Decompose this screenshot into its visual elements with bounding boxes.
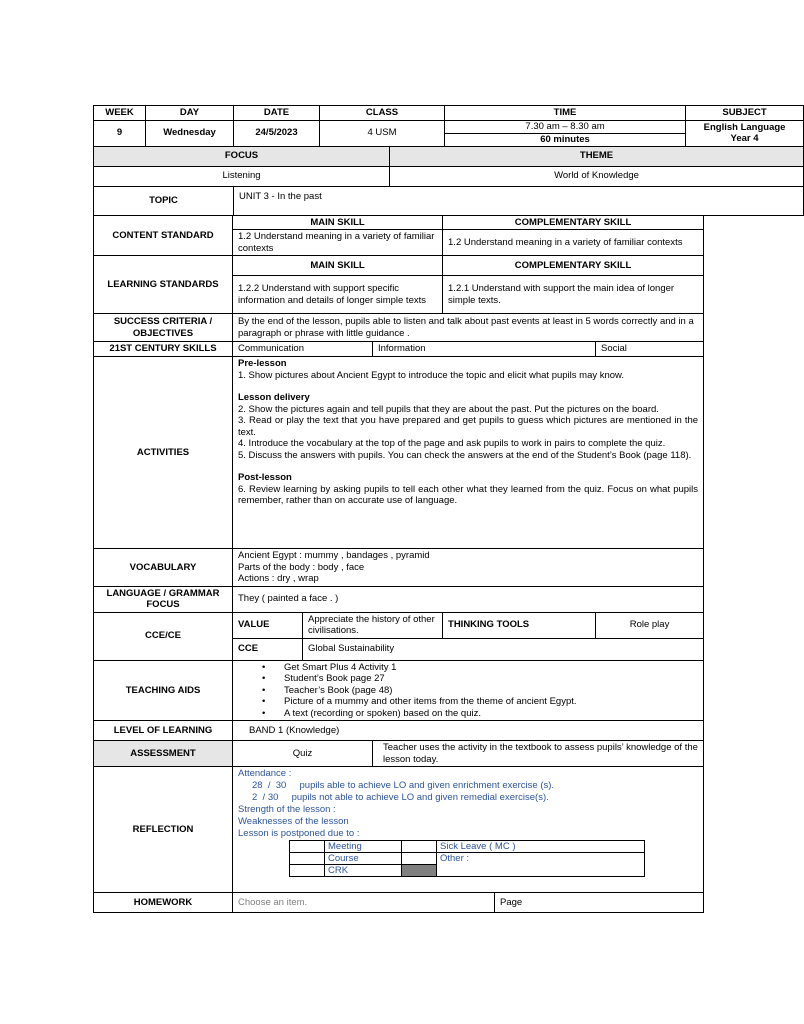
course-label: Course — [325, 853, 402, 865]
success-label-2: OBJECTIVES — [132, 327, 194, 339]
cs-comp-header: COMPLEMENTARY SKILL — [443, 215, 704, 230]
strength-label: Strength of the lesson : — [238, 804, 336, 815]
aid-item: • A text (recording or spoken) based on the quiz. — [262, 708, 698, 720]
activity-1: 1. Show pictures about Ancient Egypt to introduce the topic and elicit what pupils may know. — [238, 369, 625, 381]
grammar-label-1: LANGUAGE / GRAMMAR — [106, 587, 220, 599]
teaching-aids-list — [238, 662, 698, 720]
time-value — [445, 120, 686, 146]
ls-main-value: 1.2.2 Understand with support specific information and details of longer simple texts — [233, 276, 443, 314]
skills-label: 21ST CENTURY SKILLS — [94, 342, 233, 357]
pre-lesson-heading: Pre-lesson — [238, 358, 287, 369]
activities-content — [233, 357, 704, 549]
activity-6: 6. Review learning by asking pupils to tell each other what they learned from the quiz. Focus on what pupils remember, rather than on accurate use of language. — [238, 483, 699, 506]
success-value: By the end of the lesson, pupils able to listen and talk about past events at least in 5 words correctly and in a paragraph or phrase with little guidance . — [233, 314, 704, 342]
aid-item: • Student’s Book page 27 — [262, 673, 698, 685]
value-header: VALUE — [233, 612, 303, 638]
teaching-aids-content — [233, 660, 704, 721]
topic-label-text: TOPIC — [149, 194, 178, 206]
crk-label: CRK — [325, 865, 402, 877]
cce-label: CCE/CE — [94, 612, 233, 660]
activity-2: 2. Show the pictures again and tell pupils that they are about the past. Put the pictures on the board. — [238, 403, 659, 415]
class-value: 4 USM — [320, 120, 445, 146]
reflection-label: REFLECTION — [94, 767, 233, 893]
date-value: 24/5/2023 — [234, 120, 320, 146]
activity-3: 3. Read or play the text that you have prepared and get pupils to guess which pictures are mentioned in the text. — [238, 415, 699, 438]
reflection-achieved: 28 / 30 pupils able to achieve LO and given enrichment exercise (s). — [252, 780, 555, 791]
skill-communication: Communication — [233, 342, 373, 357]
attendance-label: Attendance : — [238, 768, 292, 779]
homework-label: HOMEWORK — [94, 893, 233, 913]
assessment-method: Quiz — [233, 741, 373, 767]
date-header: DATE — [234, 106, 320, 121]
level-label: LEVEL OF LEARNING — [94, 721, 233, 741]
cce-value: Global Sustainability — [303, 638, 704, 660]
weakness-label: Weaknesses of the lesson — [238, 816, 349, 827]
assessment-label: ASSESSMENT — [94, 741, 233, 767]
crk-checkbox[interactable] — [290, 865, 325, 877]
other-checkbox[interactable] — [402, 853, 437, 865]
day-value: Wednesday — [146, 120, 234, 146]
vocabulary-content — [233, 549, 704, 587]
time-header: TIME — [445, 106, 686, 121]
postponed-reasons-table — [289, 840, 645, 877]
other-label: Other : — [437, 853, 645, 877]
focus-value: Listening — [94, 166, 390, 186]
subject-value — [686, 120, 804, 146]
activities-label: ACTIVITIES — [94, 357, 233, 549]
success-label-1: SUCCESS CRITERIA / — [113, 316, 213, 327]
subject-line-1: English Language — [703, 121, 786, 133]
activity-5: 5. Discuss the answers with pupils. You can check the answers at the end of the Student’s Book (page 118). — [238, 449, 692, 461]
level-value: BAND 1 (Knowledge) — [233, 721, 704, 741]
time-range: 7.30 am – 8.30 am — [445, 121, 685, 134]
cs-comp-value: 1.2 Understand meaning in a variety of familiar contexts — [443, 230, 704, 256]
aid-item: • Get Smart Plus 4 Activity 1 — [262, 662, 698, 674]
cs-main-header: MAIN SKILL — [233, 215, 443, 230]
duration: 60 minutes — [540, 133, 590, 145]
subject-header: SUBJECT — [686, 106, 804, 121]
week-header: WEEK — [94, 106, 146, 121]
day-header: DAY — [146, 106, 234, 121]
vocab-line-1: Ancient Egypt : mummy , bandages , pyramid — [238, 550, 430, 561]
postponed-label: Lesson is postponed due to : — [238, 828, 360, 839]
vocabulary-label: VOCABULARY — [94, 549, 233, 587]
ls-main-header: MAIN SKILL — [233, 256, 443, 276]
skill-social: Social — [596, 342, 704, 357]
lesson-delivery-heading: Lesson delivery — [238, 392, 310, 403]
learning-standards-label: LEARNING STANDARDS — [94, 256, 233, 314]
grammar-label — [94, 586, 233, 612]
sick-label: Sick Leave ( MC ) — [437, 841, 645, 853]
focus-label: FOCUS — [94, 146, 390, 166]
topic-label — [94, 186, 234, 215]
lesson-plan — [93, 105, 786, 913]
activity-4: 4. Introduce the vocabulary at the top of the page and ask pupils to work in pairs to complete the quiz. — [238, 438, 666, 449]
topic-value: UNIT 3 - In the past — [234, 186, 804, 215]
course-checkbox[interactable] — [290, 853, 325, 865]
teaching-aids-label: TEACHING AIDS — [94, 660, 233, 721]
theme-value: World of Knowledge — [390, 166, 804, 186]
vocab-line-2: Parts of the body : body , face — [238, 561, 365, 573]
cce-header: CCE — [233, 638, 303, 660]
sick-checkbox[interactable] — [402, 841, 437, 853]
homework-page: Page — [495, 893, 704, 913]
standards-table — [93, 215, 704, 914]
aid-item: • Teacher’s Book (page 48) — [262, 685, 698, 697]
theme-label: THEME — [390, 146, 804, 166]
post-lesson-heading: Post-lesson — [238, 472, 292, 483]
thinking-tools-header: THINKING TOOLS — [443, 612, 596, 638]
week-value: 9 — [94, 120, 146, 146]
grammar-value: They ( painted a face . ) — [233, 586, 704, 612]
reflection-content — [233, 767, 704, 893]
shaded-cell — [402, 865, 437, 877]
grammar-label-2: FOCUS — [146, 599, 180, 610]
aid-item: • Picture of a mummy and other items from the theme of ancient Egypt. — [262, 696, 698, 708]
skill-information: Information — [373, 342, 596, 357]
meeting-label: Meeting — [325, 841, 402, 853]
thinking-tools-value: Role play — [596, 612, 704, 638]
lesson-plan-table — [93, 105, 804, 216]
success-label — [94, 314, 233, 342]
ls-comp-value: 1.2.1 Understand with support the main idea of longer simple texts. — [443, 276, 704, 314]
class-header: CLASS — [320, 106, 445, 121]
cs-main-value: 1.2 Understand meaning in a variety of familiar contexts — [233, 230, 443, 256]
homework-select[interactable]: Choose an item. — [233, 893, 495, 913]
reflection-not-achieved: 2 / 30 pupils not able to achieve LO and given remedial exercise(s). — [252, 792, 549, 803]
meeting-checkbox[interactable] — [290, 841, 325, 853]
value-text: Appreciate the history of other civilisations. — [303, 612, 443, 638]
ls-comp-header: COMPLEMENTARY SKILL — [443, 256, 704, 276]
vocab-line-3: Actions : dry , wrap — [238, 573, 319, 584]
assessment-desc: Teacher uses the activity in the textbook to assess pupils’ knowledge of the lesson today. — [373, 741, 704, 767]
subject-line-2: Year 4 — [730, 133, 759, 144]
content-standard-label: CONTENT STANDARD — [94, 215, 233, 256]
